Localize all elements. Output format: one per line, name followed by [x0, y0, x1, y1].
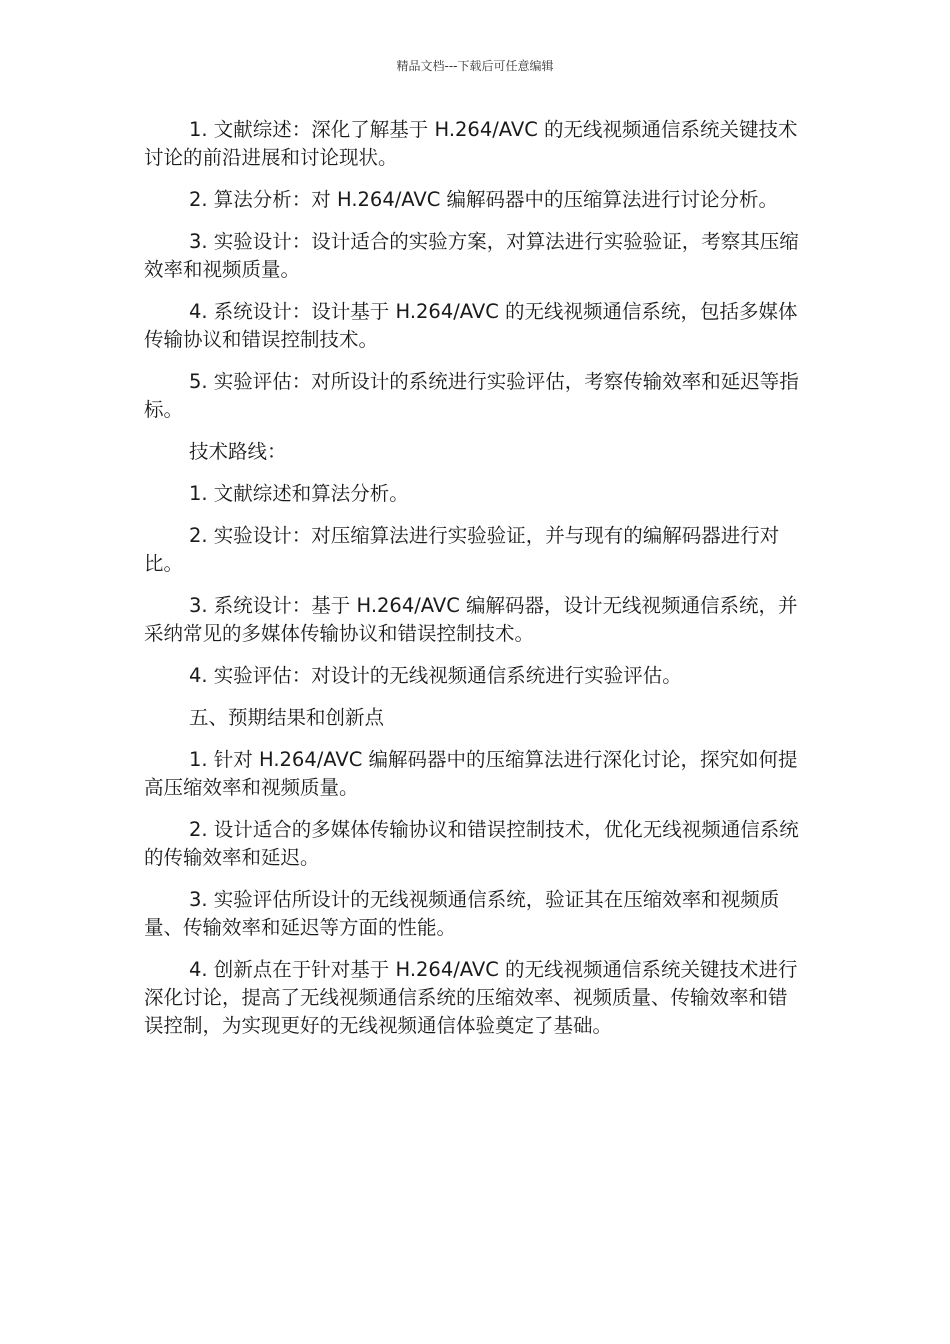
result-item-3: 3. 实验评估所设计的无线视频通信系统，验证其在压缩效率和视频质量、传输效率和延迟等方面的性能。	[144, 888, 780, 939]
page-header: 精品文档---下载后可任意编辑	[396, 59, 554, 73]
objective-experiment-design: 3. 实验设计：设计适合的实验方案，对算法进行实验验证，考察其压缩效率和视频质量。	[144, 230, 799, 281]
route-step-4: 4. 实验评估：对设计的无线视频通信系统进行实验评估。	[189, 664, 682, 687]
result-item-4: 4. 创新点在于针对基于 H.264/AVC 的无线视频通信系统关键技术进行深化讨论，提高了无线视频通信系统的压缩效率、视频质量、传输效率和错误控制，为实现更好的无线视频通信体验奠定了基础。	[144, 958, 798, 1037]
objective-experiment-evaluation: 5. 实验评估：对所设计的系统进行实验评估，考察传输效率和延迟等指标。	[144, 370, 799, 421]
route-step-2: 2. 实验设计：对压缩算法进行实验验证，并与现有的编解码器进行对比。	[144, 524, 780, 575]
technical-route-heading: 技术路线：	[189, 440, 287, 463]
section-heading-expected-results: 五、预期结果和创新点	[189, 706, 385, 729]
result-item-2: 2. 设计适合的多媒体传输协议和错误控制技术，优化无线视频通信系统的传输效率和延迟。	[144, 818, 799, 869]
objective-system-design: 4. 系统设计：设计基于 H.264/AVC 的无线视频通信系统，包括多媒体传输协议和错误控制技术。	[144, 300, 798, 351]
result-item-1: 1. 针对 H.264/AVC 编解码器中的压缩算法进行深化讨论，探究如何提高压缩效率和视频质量。	[144, 748, 798, 799]
objective-literature-review: 1. 文献综述：深化了解基于 H.264/AVC 的无线视频通信系统关键技术讨论的前沿进展和讨论现状。	[144, 118, 798, 169]
objective-algorithm-analysis: 2. 算法分析：对 H.264/AVC 编解码器中的压缩算法进行讨论分析。	[189, 188, 779, 211]
document-body	[144, 116, 806, 1054]
route-step-3: 3. 系统设计：基于 H.264/AVC 编解码器，设计无线视频通信系统，并采纳常见的多媒体传输协议和错误控制技术。	[144, 594, 798, 645]
route-step-1: 1. 文献综述和算法分析。	[189, 482, 409, 505]
